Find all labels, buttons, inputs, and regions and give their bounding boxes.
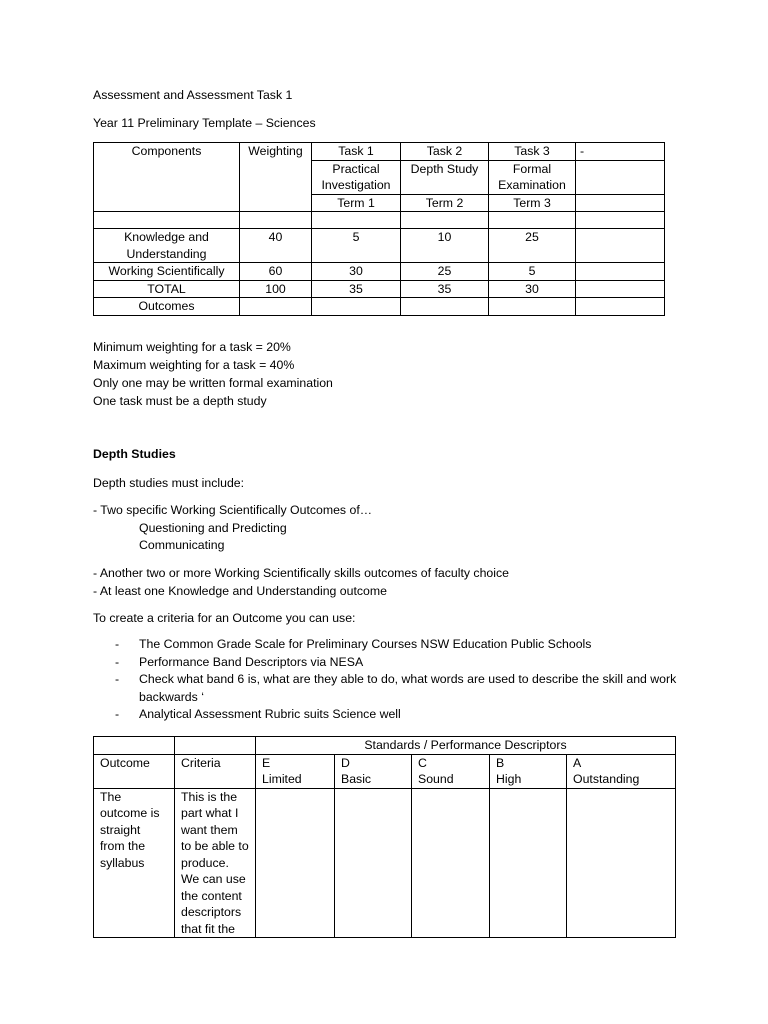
task-name: Task 2 — [401, 143, 489, 161]
task-term: Term 2 — [401, 194, 489, 212]
rule-line: One task must be a depth study — [93, 394, 267, 408]
empty-cell — [576, 263, 665, 281]
list-item-text: Performance Band Descriptors via NESA — [139, 654, 364, 669]
row-weighting: 40 — [240, 229, 312, 263]
outcome-header: Outcome — [94, 754, 175, 788]
empty-cell — [240, 212, 312, 229]
empty-cell — [175, 737, 256, 755]
dash-marker: - — [115, 637, 120, 651]
grade-header — [567, 754, 676, 788]
depth-subitem: Communicating — [139, 538, 225, 552]
row-task2: 10 — [401, 229, 489, 263]
grade-header — [256, 754, 335, 788]
standards-header: Standards / Performance Descriptors — [256, 737, 676, 755]
list-item-text: Check what band 6 is, what are they able to do, what words are used to describe the skill and work backwards ‘ — [139, 672, 677, 704]
grade-header — [412, 754, 490, 788]
row-task2: 35 — [401, 280, 489, 298]
grade-header — [490, 754, 567, 788]
grade-header — [335, 754, 412, 788]
grade-label: Basic — [341, 772, 372, 786]
document-subtitle: Year 11 Preliminary Template – Sciences — [93, 116, 316, 130]
header-components: Components — [94, 143, 240, 212]
grade-label: Limited — [262, 772, 302, 786]
row-task1: 30 — [312, 263, 401, 281]
grade-label: Sound — [418, 772, 454, 786]
criteria-header: Criteria — [175, 754, 256, 788]
row-weighting: 100 — [240, 280, 312, 298]
row-task1: 35 — [312, 280, 401, 298]
row-label: Working Scientifically — [94, 263, 240, 281]
empty-cell — [576, 280, 665, 298]
row-weighting: 60 — [240, 263, 312, 281]
empty-cell — [335, 788, 412, 938]
grade-label: High — [496, 772, 522, 786]
list-item-text: The Common Grade Scale for Preliminary Courses NSW Education Public Schools — [139, 637, 592, 651]
empty-cell — [567, 788, 676, 938]
empty-cell — [576, 160, 665, 194]
task-name: Task 3 — [489, 143, 576, 161]
rule-line: Minimum weighting for a task = 20% — [93, 340, 291, 354]
header-weighting: Weighting — [240, 143, 312, 212]
empty-cell — [256, 788, 335, 938]
row-label: TOTAL — [94, 280, 240, 298]
empty-cell — [240, 298, 312, 316]
task-type: Practical Investigation — [312, 160, 401, 194]
list-item — [93, 654, 683, 672]
task-name: Task 1 — [312, 143, 401, 161]
list-item — [93, 706, 683, 724]
document-title: Assessment and Assessment Task 1 — [93, 88, 293, 102]
empty-cell — [489, 212, 576, 229]
empty-cell — [576, 229, 665, 263]
criteria-intro: To create a criteria for an Outcome you can use: — [93, 611, 356, 625]
empty-cell — [412, 788, 490, 938]
empty-cell — [94, 737, 175, 755]
criteria-list — [93, 636, 683, 724]
row-label: Knowledge and Understanding — [94, 229, 240, 263]
task-type: Formal Examination — [489, 160, 576, 194]
task-type: Depth Study — [401, 160, 489, 194]
empty-cell — [312, 212, 401, 229]
outcome-cell: The outcome is straight from the syllabus — [94, 788, 175, 938]
task-term: Term 3 — [489, 194, 576, 212]
rule-line: Maximum weighting for a task = 40% — [93, 358, 295, 372]
depth-item: - Another two or more Working Scientifically skills outcomes of faculty choice — [93, 566, 509, 580]
row-task2: 25 — [401, 263, 489, 281]
grade-letter: B — [496, 755, 505, 770]
rule-line: Only one may be written formal examination — [93, 376, 333, 390]
dash-marker: - — [115, 707, 120, 721]
row-task3: 25 — [489, 229, 576, 263]
dash-marker: - — [115, 654, 120, 669]
grade-label: Outstanding — [573, 772, 640, 786]
list-item-text: Analytical Assessment Rubric suits Science well — [139, 707, 401, 721]
depth-extra-block — [93, 565, 509, 600]
task-term: Term 1 — [312, 194, 401, 212]
extra-header: - — [576, 143, 665, 161]
criteria-cell: This is the part what I want them to be able to produce. We can use the content descriptors that fit the — [175, 788, 256, 938]
dash-marker: - — [115, 672, 120, 686]
list-item — [93, 671, 683, 706]
grade-letter: A — [573, 755, 582, 770]
list-item — [93, 636, 683, 654]
depth-subitem: Questioning and Predicting — [139, 520, 287, 535]
empty-cell — [312, 298, 401, 316]
grade-letter: C — [418, 755, 427, 770]
empty-cell — [489, 298, 576, 316]
empty-cell — [576, 298, 665, 316]
empty-cell — [490, 788, 567, 938]
grade-letter: E — [262, 755, 271, 770]
depth-ws-block — [93, 502, 372, 555]
row-task1: 5 — [312, 229, 401, 263]
weighting-table — [93, 142, 665, 316]
depth-intro: Depth studies must include: — [93, 476, 245, 490]
empty-cell — [94, 212, 240, 229]
outcomes-label: Outcomes — [94, 298, 240, 316]
depth-studies-heading: Depth Studies — [93, 447, 176, 461]
row-task3: 5 — [489, 263, 576, 281]
rules-list — [93, 338, 333, 410]
empty-cell — [576, 212, 665, 229]
empty-cell — [401, 298, 489, 316]
rubric-table — [93, 736, 676, 938]
depth-item: - At least one Knowledge and Understanding outcome — [93, 583, 387, 598]
depth-item: - Two specific Working Scientifically Outcomes of… — [93, 503, 373, 517]
row-task3: 30 — [489, 280, 576, 298]
grade-letter: D — [341, 755, 350, 770]
empty-cell — [576, 194, 665, 212]
empty-cell — [401, 212, 489, 229]
